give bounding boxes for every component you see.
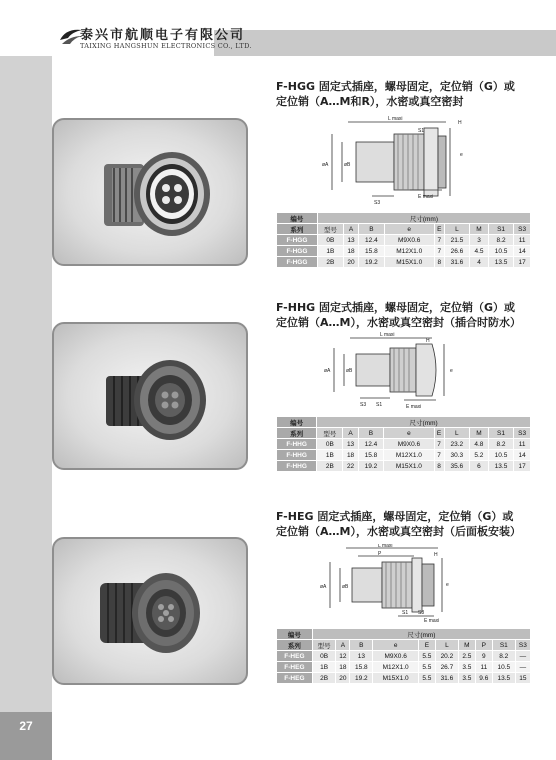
col-header: 系列 xyxy=(277,224,318,235)
dim-label-a: øA xyxy=(324,368,331,374)
table-cell: M12X1.0 xyxy=(373,662,419,673)
table-cell: 22 xyxy=(343,461,358,472)
table-cell: 2B xyxy=(312,673,336,684)
dim-label-emax: E maxi xyxy=(406,404,422,410)
table-cell: 23.2 xyxy=(444,439,469,450)
dim-label-lmax: L maxi xyxy=(380,332,395,338)
dimension-drawing-hgg xyxy=(318,116,468,208)
table-cell: 15.8 xyxy=(359,246,384,257)
title-line-2: 定位销（A…M和R），水密或真空密封 xyxy=(276,95,464,108)
table-cell: 15.8 xyxy=(358,450,383,461)
table-cell: F-HGG xyxy=(277,235,318,246)
table-cell: 19.2 xyxy=(350,673,373,684)
dim-label-p: P xyxy=(378,551,382,557)
table-cell: 4.8 xyxy=(470,439,489,450)
table-cell: 0B xyxy=(312,651,336,662)
col-header: L xyxy=(444,428,469,439)
col-header: S3 xyxy=(514,224,531,235)
table-cell: 1B xyxy=(317,246,343,257)
table-cell: 6 xyxy=(470,461,489,472)
dim-label-s3: S3 xyxy=(360,402,367,408)
section-title-hgg xyxy=(276,79,548,109)
table-cell: 10.5 xyxy=(488,246,513,257)
col-header: e xyxy=(384,428,434,439)
col-header: M xyxy=(458,640,475,651)
table-cell: 18 xyxy=(336,662,350,673)
page-number: 27 xyxy=(0,712,52,760)
col-header: B xyxy=(359,224,384,235)
title-line-2: 定位销（A…M），水密或真空密封（后面板安装） xyxy=(276,525,521,538)
title-line-1: F-HEG 固定式插座，螺母固定，定位销（G）或 xyxy=(276,510,514,523)
col-header: 型号 xyxy=(317,428,343,439)
col-header: A xyxy=(343,428,358,439)
table-cell: 21.5 xyxy=(444,235,469,246)
table-cell: — xyxy=(515,651,530,662)
table-cell: F-HGG xyxy=(277,246,318,257)
col-header: S1 xyxy=(492,640,515,651)
col-header: A xyxy=(343,224,358,235)
col-header: M xyxy=(470,428,489,439)
table-cell: 5.2 xyxy=(470,450,489,461)
table-cell: 19.2 xyxy=(358,461,383,472)
section-title-hhg xyxy=(276,300,548,330)
table-cell: 13.5 xyxy=(492,673,515,684)
table-cell: 12.4 xyxy=(358,439,383,450)
table-cell: 15.8 xyxy=(350,662,373,673)
col-header: L xyxy=(435,640,458,651)
dim-label-s1: S1 xyxy=(418,128,425,134)
table-cell: 7 xyxy=(434,235,444,246)
table-cell: 1B xyxy=(317,450,343,461)
table-cell: 26.7 xyxy=(435,662,458,673)
table-cell: F-HEG xyxy=(277,651,313,662)
left-sidebar-band xyxy=(0,0,52,760)
table-cell: 7 xyxy=(434,246,444,257)
table-cell: 13 xyxy=(343,439,358,450)
title-line-1: F-HGG 固定式插座，螺母固定，定位销（G）或 xyxy=(276,80,515,93)
table-cell: 5.5 xyxy=(418,651,435,662)
table-cell: 11 xyxy=(514,235,531,246)
col-header: S1 xyxy=(488,224,513,235)
table-cell: 3.5 xyxy=(458,662,475,673)
table-cell: F-HHG xyxy=(277,450,317,461)
dim-label-b: øB xyxy=(344,162,351,168)
table-cell: 20 xyxy=(336,673,350,684)
dim-label-s1: S1 xyxy=(376,402,383,408)
spec-table-heg xyxy=(276,628,531,684)
col-header: S3 xyxy=(515,640,530,651)
table-row xyxy=(277,450,531,461)
dim-label-h: H xyxy=(426,338,430,344)
col-header: S1 xyxy=(488,428,513,439)
col-header-code: 编号 xyxy=(277,417,317,428)
table-cell: 18 xyxy=(343,246,358,257)
col-header-dimensions: 尺寸(mm) xyxy=(317,213,530,224)
dimension-drawing-hhg xyxy=(320,332,470,412)
dim-label-b: øB xyxy=(346,368,353,374)
col-header: 型号 xyxy=(317,224,343,235)
table-row xyxy=(277,461,531,472)
table-cell: 13 xyxy=(343,235,358,246)
col-header: P xyxy=(475,640,492,651)
table-row xyxy=(277,662,531,673)
dim-label-h: H xyxy=(458,120,462,126)
table-cell: 7 xyxy=(434,439,444,450)
col-header: 系列 xyxy=(277,640,313,651)
section-title-heg xyxy=(276,509,548,539)
table-cell: 0B xyxy=(317,235,343,246)
table-cell: 4.5 xyxy=(470,246,489,257)
col-header: E xyxy=(418,640,435,651)
table-row xyxy=(277,439,531,450)
table-cell: F-HEG xyxy=(277,673,313,684)
table-cell: — xyxy=(515,662,530,673)
table-cell: 30.3 xyxy=(444,450,469,461)
table-cell: 10.5 xyxy=(492,662,515,673)
dim-label-lmax: L maxi xyxy=(378,544,393,549)
dim-label-emax: E maxi xyxy=(424,618,440,624)
col-header: M xyxy=(470,224,489,235)
dim-label-b: øB xyxy=(342,584,349,590)
table-cell: 2B xyxy=(317,461,343,472)
table-row xyxy=(277,257,531,268)
table-cell: 3.5 xyxy=(458,673,475,684)
table-cell: 11 xyxy=(514,439,531,450)
col-header: L xyxy=(444,224,469,235)
table-cell: 9.6 xyxy=(475,673,492,684)
table-cell: 14 xyxy=(514,450,531,461)
product-photo-heg xyxy=(52,537,248,685)
table-cell: 18 xyxy=(343,450,358,461)
col-header: e xyxy=(373,640,419,651)
title-line-2: 定位销（A…M），水密或真空密封（插合时防水） xyxy=(276,316,521,329)
dim-label-emax: E maxi xyxy=(418,194,434,200)
table-cell: F-HGG xyxy=(277,257,318,268)
dim-label-e: e xyxy=(446,582,449,588)
table-cell: 13.5 xyxy=(488,257,513,268)
table-row xyxy=(277,246,531,257)
table-cell: 13.5 xyxy=(488,461,513,472)
table-row xyxy=(277,235,531,246)
table-cell: 7 xyxy=(434,450,444,461)
table-cell: 26.6 xyxy=(444,246,469,257)
table-cell: 20.2 xyxy=(435,651,458,662)
table-cell: 1B xyxy=(312,662,336,673)
col-header: A xyxy=(336,640,350,651)
table-cell: M15X1.0 xyxy=(384,257,434,268)
table-cell: 17 xyxy=(514,257,531,268)
company-name-en: TAIXING HANGSHUN ELECTRONICS CO., LTD. xyxy=(80,42,252,50)
col-header-code: 编号 xyxy=(277,213,318,224)
dim-label-lmax: L maxi xyxy=(388,116,403,122)
col-header-dimensions: 尺寸(mm) xyxy=(317,417,531,428)
col-header-dimensions: 尺寸(mm) xyxy=(312,629,530,640)
table-cell: 5.5 xyxy=(418,673,435,684)
col-header: e xyxy=(384,224,434,235)
dim-label-e: e xyxy=(450,368,453,374)
spec-table-hgg xyxy=(276,212,531,268)
table-cell: 31.6 xyxy=(435,673,458,684)
page-header xyxy=(0,0,556,56)
dim-label-s3: S3 xyxy=(418,610,425,616)
table-cell: 9 xyxy=(475,651,492,662)
table-cell: 2B xyxy=(317,257,343,268)
table-cell: M9X0.6 xyxy=(384,439,434,450)
table-cell: F-HHG xyxy=(277,461,317,472)
dim-label-a: øA xyxy=(320,584,327,590)
dimension-drawing-heg xyxy=(318,544,468,624)
table-cell: M15X1.0 xyxy=(373,673,419,684)
col-header-code: 编号 xyxy=(277,629,313,640)
table-cell: 8 xyxy=(434,461,444,472)
table-cell: 8 xyxy=(434,257,444,268)
table-cell: F-HEG xyxy=(277,662,313,673)
table-cell: 10.5 xyxy=(488,450,513,461)
table-cell: 20 xyxy=(343,257,358,268)
header-gray-bar xyxy=(214,30,556,56)
dim-label-s1: S1 xyxy=(402,610,409,616)
table-cell: 0B xyxy=(317,439,343,450)
table-row xyxy=(277,673,531,684)
table-cell: 11 xyxy=(475,662,492,673)
table-cell: 13 xyxy=(350,651,373,662)
table-cell: M12X1.0 xyxy=(384,450,434,461)
dim-label-s3: S3 xyxy=(374,200,381,206)
product-photo-hgg xyxy=(52,118,248,266)
table-cell: M12X1.0 xyxy=(384,246,434,257)
title-line-1: F-HHG 固定式插座，螺母固定，定位销（G）或 xyxy=(276,301,516,314)
table-cell: 12.4 xyxy=(359,235,384,246)
table-cell: 5.5 xyxy=(418,662,435,673)
dim-label-a: øA xyxy=(322,162,329,168)
table-cell: M15X1.0 xyxy=(384,461,434,472)
table-cell: 35.6 xyxy=(444,461,469,472)
dim-label-e: e xyxy=(460,152,463,158)
col-header: S3 xyxy=(514,428,531,439)
table-cell: 8.2 xyxy=(488,235,513,246)
col-header: B xyxy=(358,428,383,439)
table-cell: M9X0.6 xyxy=(384,235,434,246)
dim-label-h: H xyxy=(434,552,438,558)
table-cell: 17 xyxy=(514,461,531,472)
col-header: 型号 xyxy=(312,640,336,651)
table-cell: 15 xyxy=(515,673,530,684)
table-cell: 19.2 xyxy=(359,257,384,268)
table-cell: 3 xyxy=(470,235,489,246)
table-cell: 8.2 xyxy=(488,439,513,450)
table-cell: M9X0.6 xyxy=(373,651,419,662)
col-header: B xyxy=(350,640,373,651)
product-photo-hhg xyxy=(52,322,248,470)
table-cell: 12 xyxy=(336,651,350,662)
table-cell: 8.2 xyxy=(492,651,515,662)
col-header: 系列 xyxy=(277,428,317,439)
table-cell: 14 xyxy=(514,246,531,257)
table-cell: F-HHG xyxy=(277,439,317,450)
table-row xyxy=(277,651,531,662)
spec-table-hhg xyxy=(276,416,531,472)
table-cell: 4 xyxy=(470,257,489,268)
col-header: E xyxy=(434,224,444,235)
table-cell: 31.6 xyxy=(444,257,469,268)
company-name-cn: 泰兴市航顺电子有限公司 xyxy=(80,28,246,43)
table-cell: 2.5 xyxy=(458,651,475,662)
col-header: E xyxy=(434,428,444,439)
